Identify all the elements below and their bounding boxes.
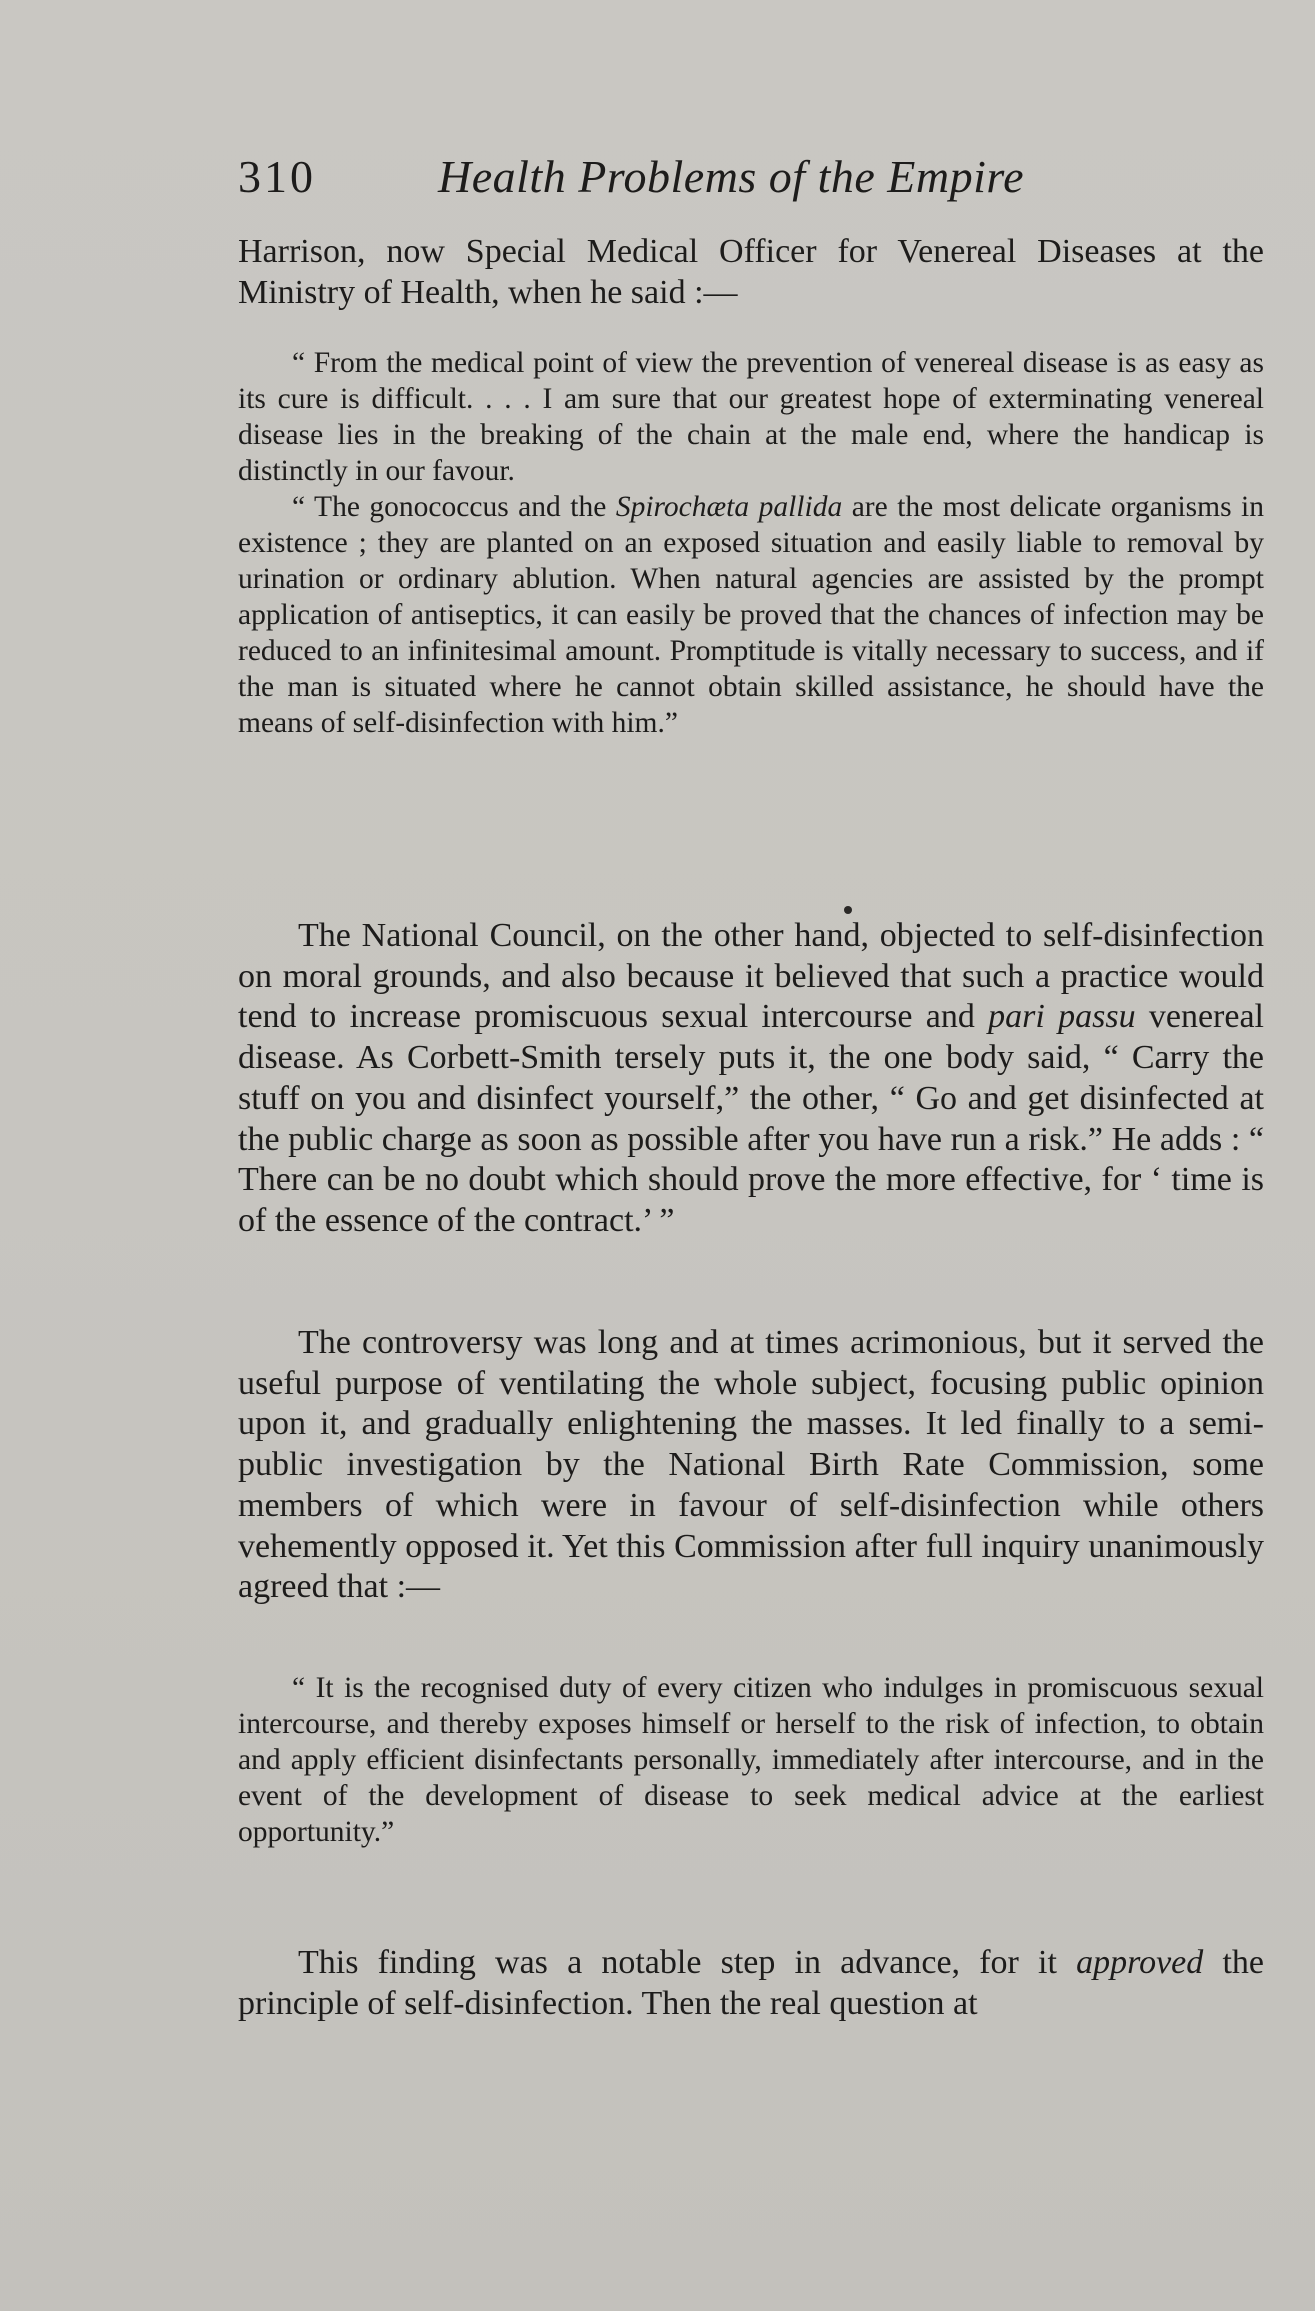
quote-paragraph-1: “ From the medical point of view the prevention of venereal disease is as easy as its cure is difficult. . . . I am sure that our greatest hope of exterminating venereal disease lies in the breaking of the chain at the male end, where the handicap is distinctly in our favour.: [238, 347, 1264, 487]
block-quote-harrison: [238, 345, 1264, 741]
paragraph-controversy: The controversy was long and at times acrimonious, but it served the useful purpose of ventilating the whole subject, focusing public opinion upon it, and gradually enlightening the masses. It led finally to a semi-public investigation by the National Birth Rate Commission, some members of which were in favour of self-disinfection while others vehemently opposed it. Yet this Commission after full inquiry unanimously agreed that :—: [238, 1324, 1264, 1606]
quote-text: are the most delicate organisms in existence ; they are planted on an exposed situation and easily liable to removal by urination or ordinary ablution. When natural agencies are assisted by the prompt application of antiseptics, it can easily be proved that the chances of infection may be reduced to an infinitesimal amount. Promptitude is vitally necessary to success, and if the man is situated where he cannot obtain skilled assistance, he should have the means of self-disinfection with him.”: [238, 491, 1264, 739]
quote-paragraph-2: [238, 489, 1264, 741]
page-header: [238, 150, 1078, 210]
paragraph-text: The National Council, on the other hand, objected to self-disinfection on moral grounds, and also because it believed that such a practice would tend to increase promiscuous sexual intercourse and: [238, 917, 1264, 1036]
running-title: Health Problems of the Empire: [438, 151, 1024, 202]
paragraph-text: the principle of self-disinfection. Then the real question at: [238, 1944, 1264, 2022]
paragraph-national-council: [238, 916, 1264, 1242]
quote-text: “ The gonococcus and the: [292, 491, 616, 523]
paragraph-continuation: Harrison, now Special Medical Officer for Venereal Diseases at the Ministry of Health, when he said :—: [238, 233, 1264, 311]
paragraph-finding: [238, 1943, 1264, 2024]
ink-speck: [844, 906, 852, 914]
latin-phrase: pari passu: [988, 998, 1136, 1036]
block-quote-commission: “ It is the recognised duty of every citizen who indulges in promiscuous sexual intercourse, and thereby exposes himself or herself to the risk of infection, to obtain and apply efficient disinfectants personally, immediately after intercourse, and in the event of the development of disease to seek medical advice at the earliest opportunity.”: [238, 1672, 1264, 1848]
paragraph-text: venereal disease. As Corbett-Smith tersely puts it, the one body said, “ Carry the stuff on you and disinfect yourself,” the other, “ Go and get disinfected at the public charge as soon as possible after you have run a risk.” He adds : “ There can be no doubt which should prove the more effective, for ‘ time is of the essence of the contract.’ ”: [238, 998, 1264, 1239]
page-number: 310: [238, 151, 316, 202]
paragraph-text: This finding was a notable step in advance, for it: [298, 1944, 1077, 1981]
organism-name: Spirochæta pallida: [615, 491, 843, 523]
emphasized-word: approved: [1076, 1944, 1204, 1981]
